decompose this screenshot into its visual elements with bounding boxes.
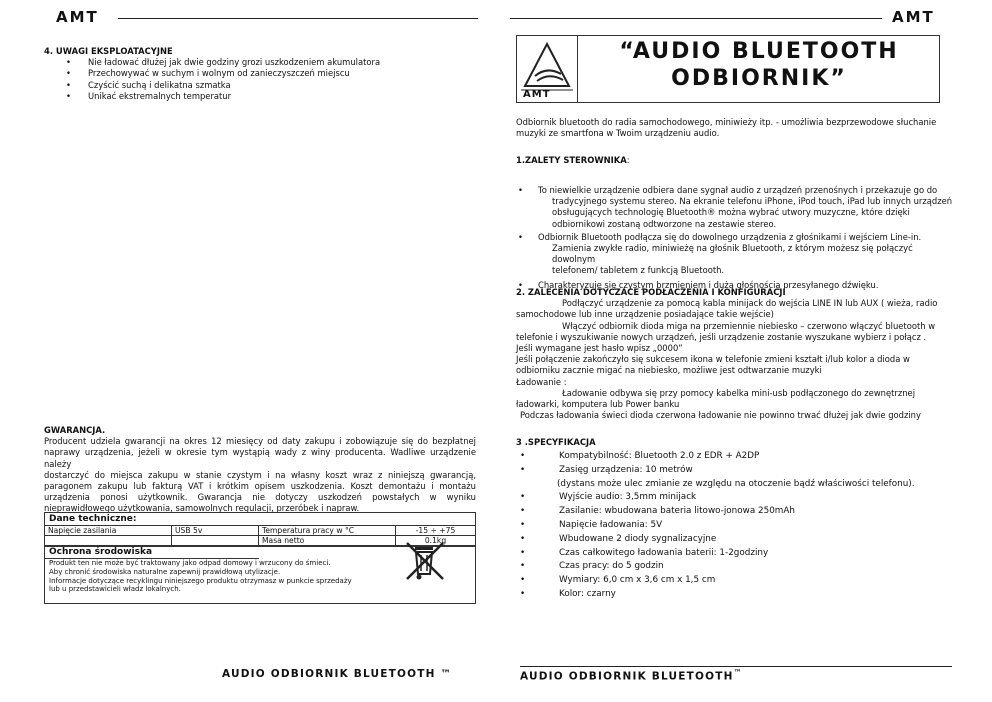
weee-crossed-bin-icon — [403, 539, 447, 583]
table-cell — [45, 536, 172, 546]
logo-text: AMT — [523, 89, 551, 100]
list-item: • Czas całkowitego ładowania baterii: 1-2godziny — [520, 547, 769, 558]
document-title: “AUDIO BLUETOOTH ODBIORNIK” — [619, 39, 899, 91]
usage-notes-title: 4. UWAGI EKSPLOATACYJNE — [44, 46, 173, 56]
section3-title: 3 .SPECYFIKACJA — [516, 437, 596, 447]
table-cell: Temperatura pracy w °C — [259, 526, 396, 536]
list-item: • Wbudowane 2 diody sygnalizacyjne — [520, 533, 717, 544]
right-header-rule — [510, 18, 882, 19]
warranty-line: nieprawidłowego użytkowania, samowolnych regulacji, przeróbek i napraw. — [44, 503, 360, 514]
table-cell: 0.1kg — [396, 536, 476, 546]
warranty-line: Producent udziela gwarancji na okres 12 miesięcy od daty zakupu i zobowiązuje się do bezpłatnej — [44, 436, 476, 447]
list-item: • To niewielkie urządzenie odbiera dane sygnał audio z urządzeń przenośnych i przekazuje go do tradycyjnego systemu stereo. Na ekranie telefonu iPhone, iPod touch, iPad lub innych urządzeń obsługujących technologię Bluetooth® można wybrać utwory muzyczne, które dzięki odbiornikowi zostaną odtworzone na zestawie stereo. — [518, 185, 953, 229]
section2: 2. ZALECENIA DOTYCZACE PODŁACZENIA I KONFIGURACJI Podłączyć urządzenie za pomocą kabla minijack do wejścia LINE IN lub AUX ( wieża, radio samochodowe lub inne urządzenie posiadające takie wejście) Włączyć odbiornik dioda miga na przemiennie niebiesko – czerwono włączyć bluetooth w telefonie i wyszukiwanie nowych urządzeń, jeśli urządzenie zostanie wyszukane wybierz i połącz . Jeśli wymagane jest hasło wpisz „0000” Jeśli połączenie zakończyło się sukcesem ikona w telefonie zmieni kształt i/lub kolor a dioda w odbiorniku zacznie migać na niebiesko, możliwe jest odtwarzanie muzyki Ładowanie : Ładowanie odbywa się przy pomocy kabelka mini-usb podłączonego do zewnętrznej ładowarki, komputera lub Power banku Podczas ładowania świeci dioda czerwona ładowanie nie powinno trwać dłużej jak dwie godziny — [516, 287, 956, 421]
list-item-continuation: (dystans może ulec zmianie ze względu na otoczenie bądź właściwości telefonu). — [557, 478, 915, 489]
list-item: • Unikać ekstremalnych temperatur — [66, 90, 232, 101]
tech-data-title: Dane techniczne: — [45, 513, 475, 526]
list-item: • Zasilanie: wbudowana bateria litowo-jonowa 250mAh — [520, 506, 795, 517]
table-cell: Napięcie zasilania — [45, 526, 172, 536]
list-item: • Wymiary: 6,0 cm x 3,6 cm x 1,5 cm — [520, 575, 716, 586]
list-item: • Kompatybilność: Bluetooth 2.0 z EDR + A2DP — [520, 451, 760, 461]
table-cell: USB 5v — [172, 526, 259, 536]
right-footer-rule — [520, 666, 952, 667]
list-item: • Kolor: czarny — [520, 588, 616, 599]
warranty-line: dostarczyć do miejsca zakupu w stanie czystym i na własny koszt wraz z niniejszą gwarancją, — [44, 469, 476, 480]
section2-title: 2. ZALECENIA DOTYCZACE PODŁACZENIA I KONFIGURACJI — [516, 287, 786, 297]
right-footer: AUDIO ODBIORNIK BLUETOOTH™ — [520, 668, 743, 683]
warranty-title: GWARANCJA. — [44, 425, 106, 435]
list-item: • Przechowywać w suchym i wolnym od zanieczyszczeń miejscu — [66, 68, 350, 79]
environment-text: Produkt ten nie może być traktowany jako odpad domowy i wrzucony do śmieci. Aby chronić środowiska naturalne zapewnij prawidłową utylizacje. Informacje dotyczące recyklingu niniejszego produktu otrzymasz w punkcie sprzedaży lub u przedstawicieli władz lokalnych. — [49, 559, 352, 594]
warranty-line: urządzenia ponosi użytkownik. Gwarancja nie dotyczy uszkodzeń powstałych w wyniku — [44, 492, 476, 503]
list-item: • Czas pracy: do 5 godzin — [520, 561, 664, 572]
right-brand-logo: AMT — [892, 8, 935, 26]
title-box — [516, 35, 940, 103]
left-footer: AUDIO ODBIORNIK BLUETOOTH ™ — [222, 668, 453, 680]
tech-data-box — [44, 512, 476, 604]
environment-box — [45, 546, 475, 603]
section3 — [516, 437, 956, 448]
specification-list — [516, 450, 956, 602]
usage-notes-section — [44, 46, 484, 102]
section1-title: 1.ZALETY STEROWNIKA: — [516, 155, 630, 165]
list-item: • Napięcie ładowania: 5V — [520, 519, 663, 530]
list-item: • Charakteryzuje się czystym brzmieniem i dużą głośnością przesyłanego dźwięku. — [518, 279, 879, 290]
warranty-line: naprawy urządzenia, jeżeli w okresie tym wystąpią wady z winy producenta. Wadliwe urządzenie należy — [44, 447, 476, 469]
intro-text: Odbiornik bluetooth do radia samochodowego, miniwieży itp. - umożliwia bezprzewodowe słuchanie muzyki ze smartfona w Twoim urządzeniu audio. — [516, 117, 937, 139]
list-item: • Nie ładować dłużej jak dwie godziny grozi uszkodzeniem akumulatora — [66, 57, 381, 68]
list-item: • Czyścić suchą i delikatna szmatka — [66, 79, 231, 90]
list-item: • Zasięg urządzenia: 10 metrów — [520, 464, 693, 475]
left-header-rule — [118, 18, 478, 19]
table-cell: -15 ÷ +75 — [396, 526, 476, 536]
table-cell: Masa netto — [259, 536, 396, 546]
list-item: • Wyjście audio: 3,5mm minijack — [520, 492, 697, 503]
warranty-line: paragonem zakupu lub fakturą VAT i krótkim opisem uszkodzenia. Koszt demontażu i montażu — [44, 481, 476, 492]
section1-list — [516, 185, 956, 291]
warranty-section — [44, 425, 476, 515]
left-brand-logo: AMT — [56, 8, 99, 26]
table-cell — [172, 536, 259, 546]
logo-box — [517, 36, 578, 102]
list-item: • Odbiornik Bluetooth podłącza się do dowolnego urządzenia z głośnikami i wejściem Line-in. Zamienia zwykłe radio, miniwieżę na głośnik Bluetooth, z którym możesz się połączyć dowolnym telefonem/ tabletem z funkcją Bluetooth. — [518, 231, 922, 276]
environment-title: Ochrona środowiska — [45, 547, 259, 559]
